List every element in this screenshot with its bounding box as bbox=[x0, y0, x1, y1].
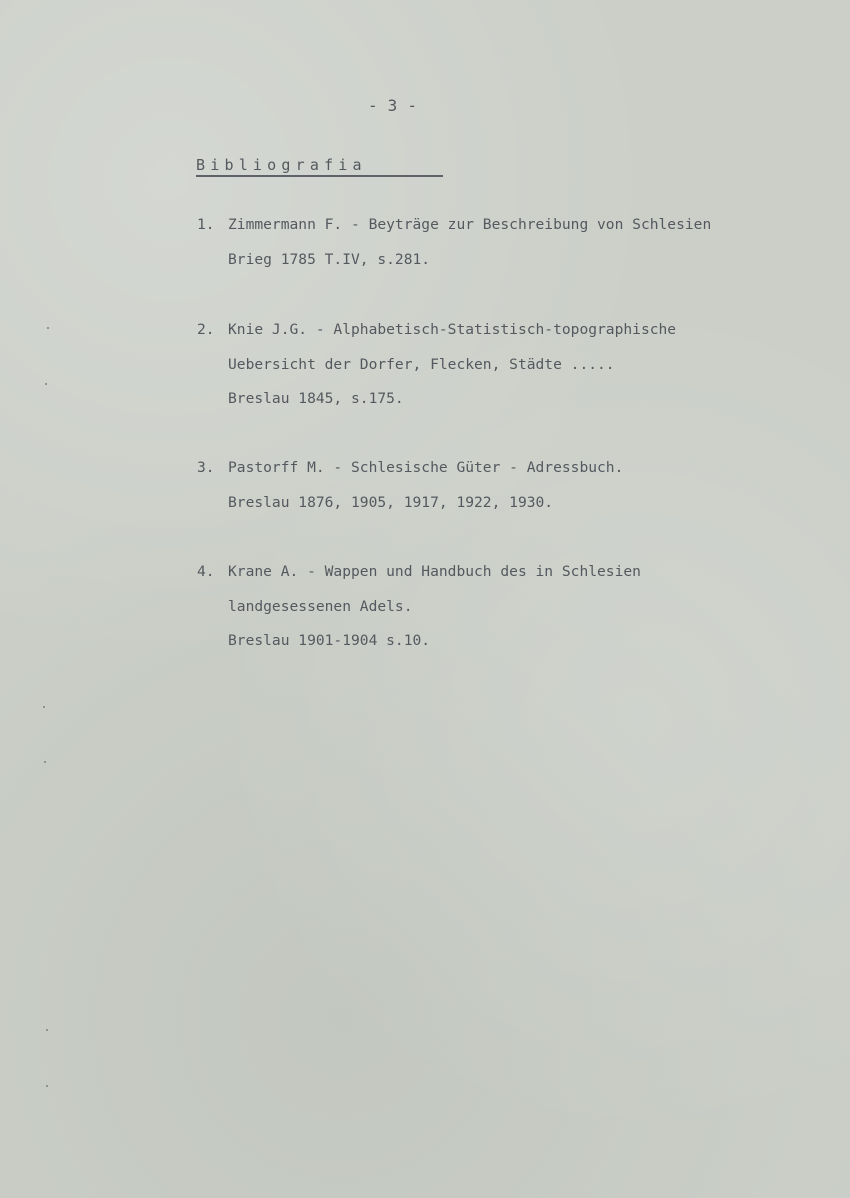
page-number: - 3 - bbox=[368, 96, 418, 115]
margin-dot bbox=[46, 1085, 48, 1087]
entry-line: Breslau 1876, 1905, 1917, 1922, 1930. bbox=[228, 494, 554, 511]
entry-line: Brieg 1785 T.IV, s.281. bbox=[228, 251, 431, 268]
entry-line: Breslau 1845, s.175. bbox=[228, 390, 404, 407]
entry-line: Zimmermann F. - Beyträge zur Beschreibung von Schlesien bbox=[228, 216, 712, 233]
entry-line: Krane A. - Wappen und Handbuch des in Schlesien bbox=[228, 563, 641, 580]
bibliography-heading: Bibliografia bbox=[196, 156, 367, 174]
entry-number: 1. bbox=[197, 216, 215, 233]
margin-dot bbox=[44, 761, 46, 763]
margin-dot bbox=[45, 383, 47, 385]
entry-number: 3. bbox=[197, 459, 215, 476]
entry-line: Uebersicht der Dorfer, Flecken, Städte ..... bbox=[228, 356, 615, 373]
heading-underline bbox=[196, 175, 443, 177]
entry-line: Knie J.G. - Alphabetisch-Statistisch-topographische bbox=[228, 321, 677, 338]
entry-line: Breslau 1901-1904 s.10. bbox=[228, 632, 431, 649]
margin-dot bbox=[43, 706, 45, 708]
entry-number: 4. bbox=[197, 563, 215, 580]
margin-dot bbox=[47, 327, 49, 329]
entry-line: landgesessenen Adels. bbox=[228, 598, 413, 615]
margin-dot bbox=[46, 1029, 48, 1031]
entry-number: 2. bbox=[197, 321, 215, 338]
entry-line: Pastorff M. - Schlesische Güter - Adressbuch. bbox=[228, 459, 624, 476]
